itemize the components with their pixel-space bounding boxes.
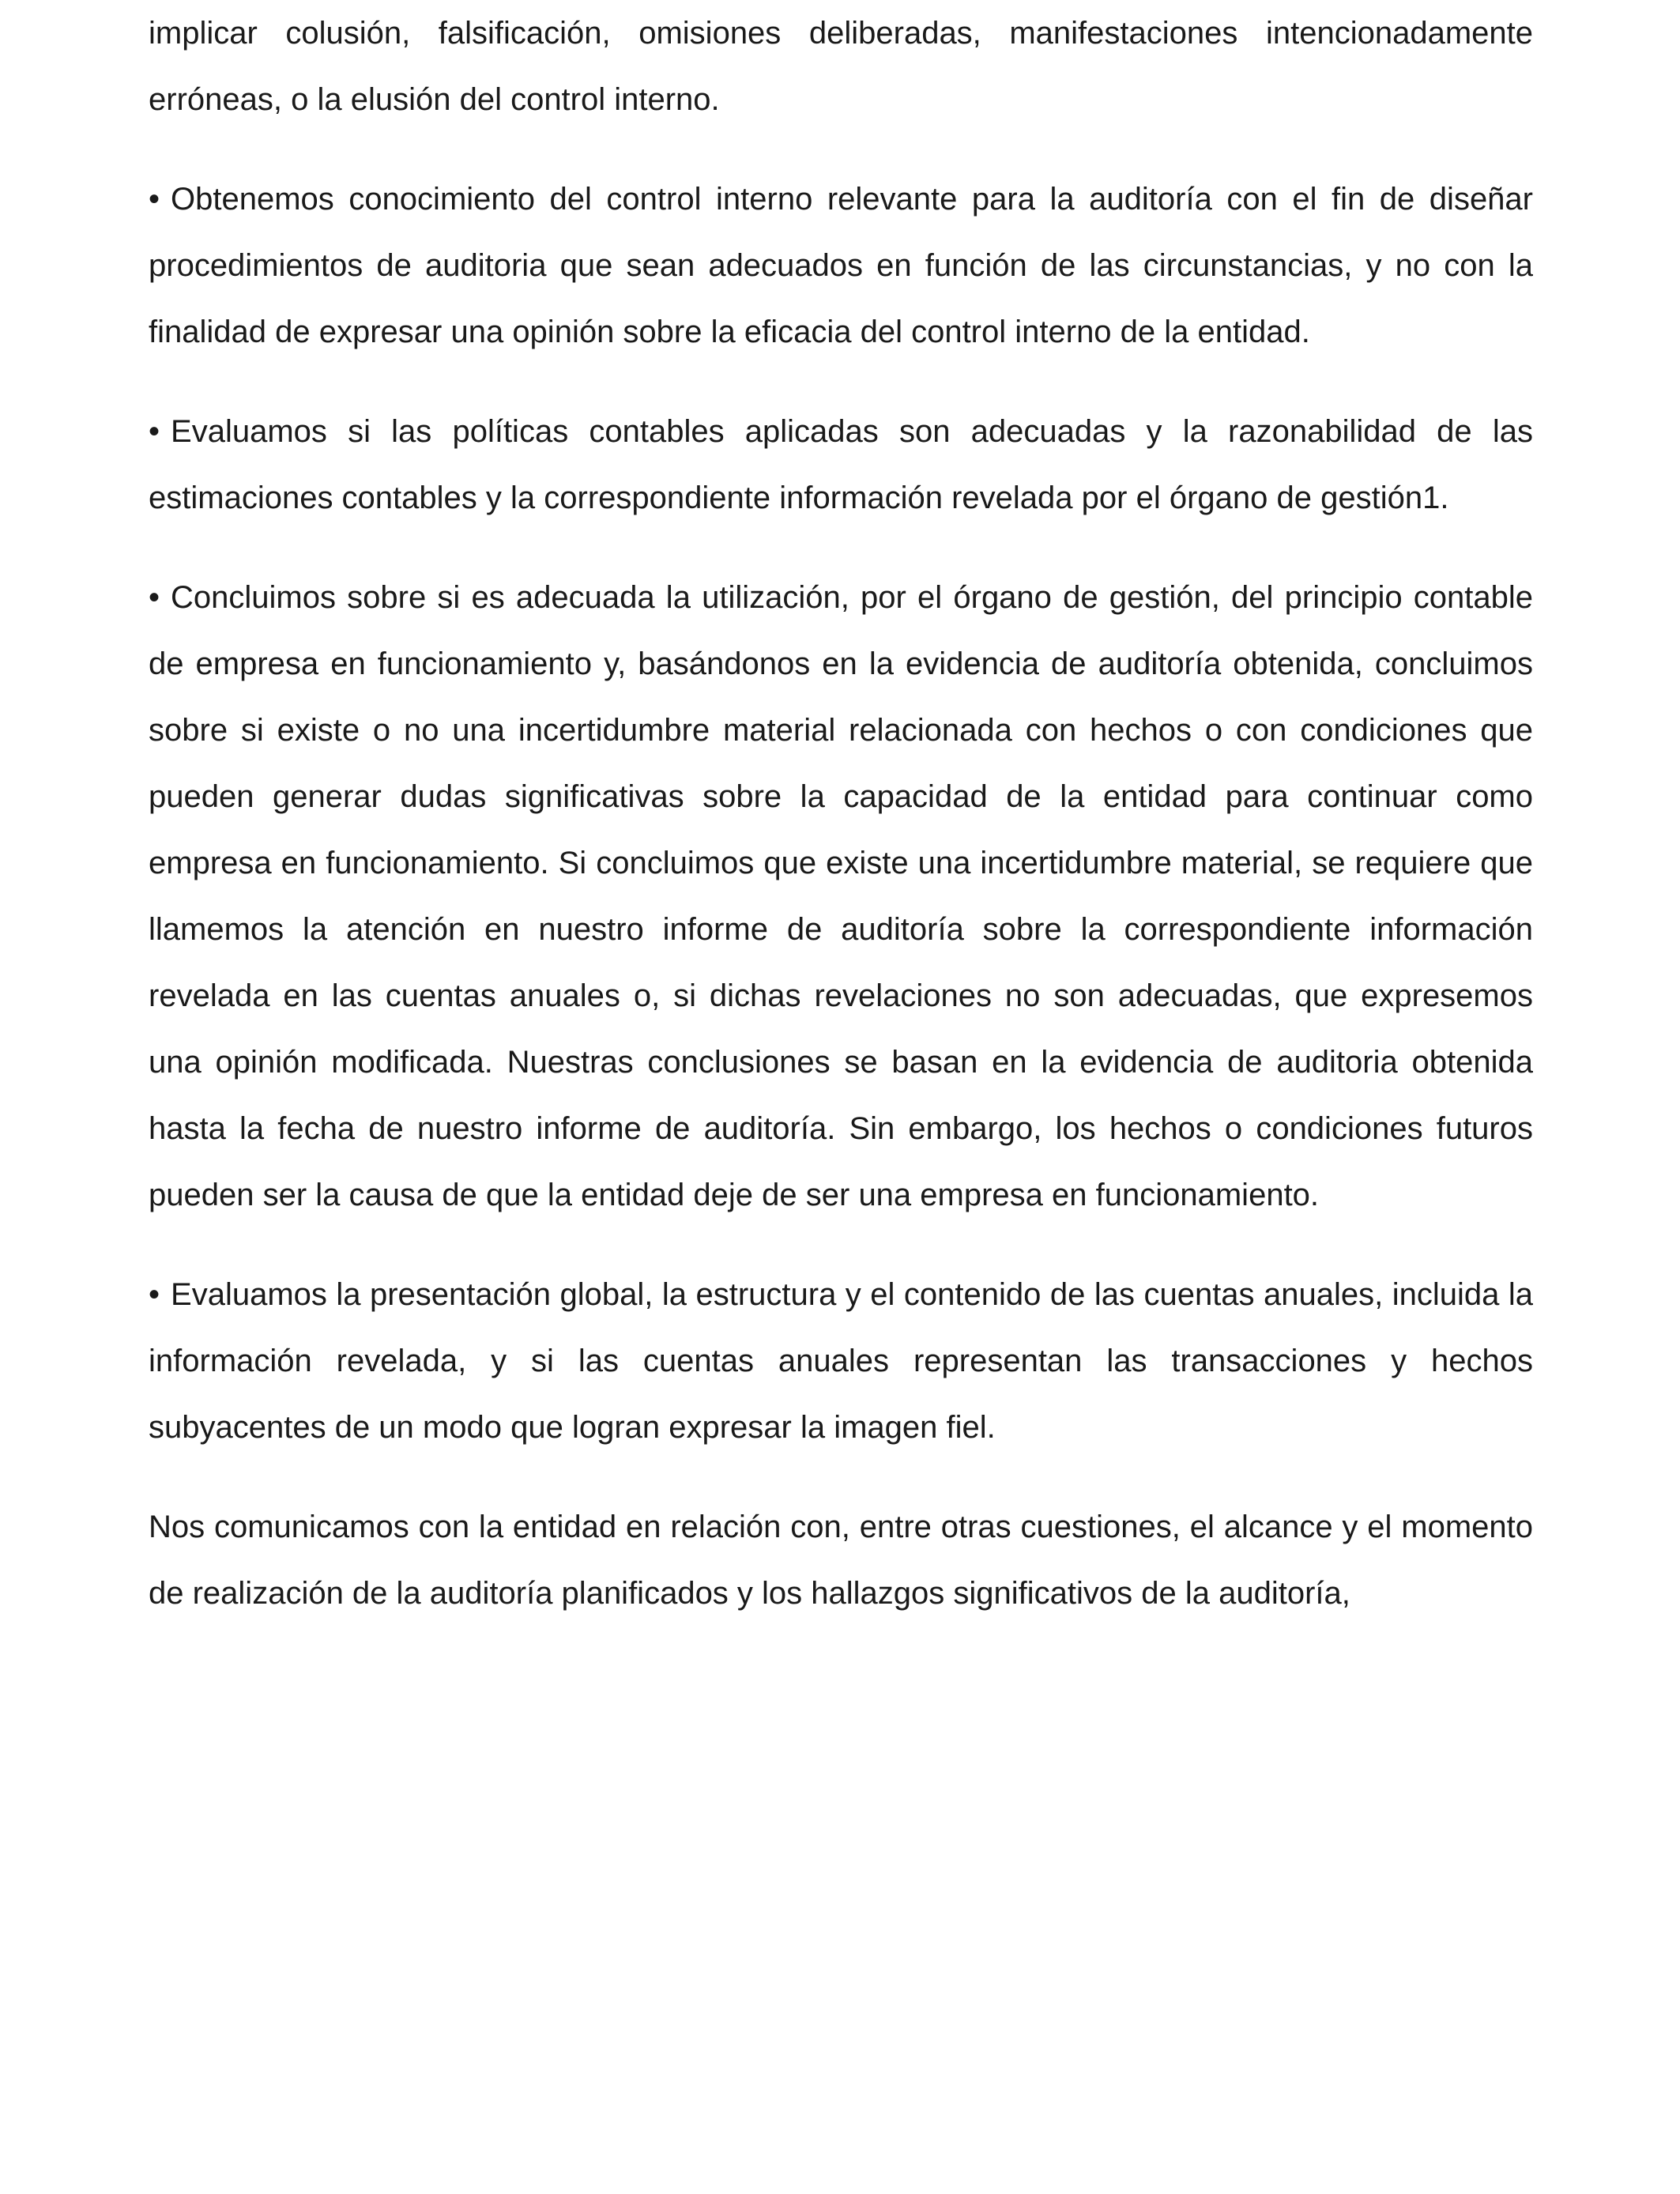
document-body <box>149 0 1533 1660</box>
paragraph-text: Nos comunicamos con la entidad en relación con, entre otras cuestiones, el alcance y el momento de realización de la auditoría planificados y los hallazgos significativos de la auditoría, <box>149 1510 1533 1611</box>
paragraph-text: implicar colusión, falsificación, omisiones deliberadas, manifestaciones intencionadamente erróneas, o la elusión del control interno. <box>149 16 1533 117</box>
paragraph-text: Concluimos sobre si es adecuada la utilización, por el órgano de gestión, del principio contable de empresa en funcionamiento y, basándonos en la evidencia de auditoría obtenida, concluimos sobre si existe o no una incertidumbre material relacionada con hechos o con condiciones que pueden generar dudas significativas sobre la capacidad de la entidad para continuar como empresa en funcionamiento. Si concluimos que existe una incertidumbre material, se requiere que llamemos la atención en nuestro informe de auditoría sobre la correspondiente información revelada en las cuentas anuales o, si dichas revelaciones no son adecuadas, que expresemos una opinión modificada. Nuestras conclusiones se basan en la evidencia de auditoria obtenida hasta la fecha de nuestro informe de auditoría. Sin embargo, los hechos o condiciones futuros pueden ser la causa de que la entidad deje de ser una empresa en funcionamiento. <box>149 580 1533 1212</box>
paragraph-continued <box>149 0 1533 133</box>
paragraph-text: Evaluamos la presentación global, la estructura y el contenido de las cuentas anuales, incluida la información revelada, y si las cuentas anuales representan las transacciones y hechos subyacentes de un modo que logran expresar la imagen fiel. <box>149 1277 1533 1445</box>
bullet-icon: • <box>149 414 160 449</box>
bullet-icon: • <box>149 1277 160 1312</box>
bullet-paragraph-control-interno <box>149 166 1533 365</box>
paragraph-text: Evaluamos si las políticas contables aplicadas son adecuadas y la razonabilidad de las estimaciones contables y la correspondiente información revelada por el órgano de gestión1. <box>149 414 1533 515</box>
bullet-icon: • <box>149 182 160 217</box>
bullet-icon: • <box>149 580 160 615</box>
bullet-paragraph-empresa-funcionamiento <box>149 564 1533 1228</box>
paragraph-comunicacion <box>149 1494 1533 1627</box>
bullet-paragraph-presentacion-global <box>149 1261 1533 1461</box>
bullet-paragraph-politicas-contables <box>149 398 1533 531</box>
paragraph-text: Obtenemos conocimiento del control interno relevante para la auditoría con el fin de diseñar procedimientos de auditoria que sean adecuados en función de las circunstancias, y no con la finalidad de expresar una opinión sobre la eficacia del control interno de la entidad. <box>149 182 1533 349</box>
